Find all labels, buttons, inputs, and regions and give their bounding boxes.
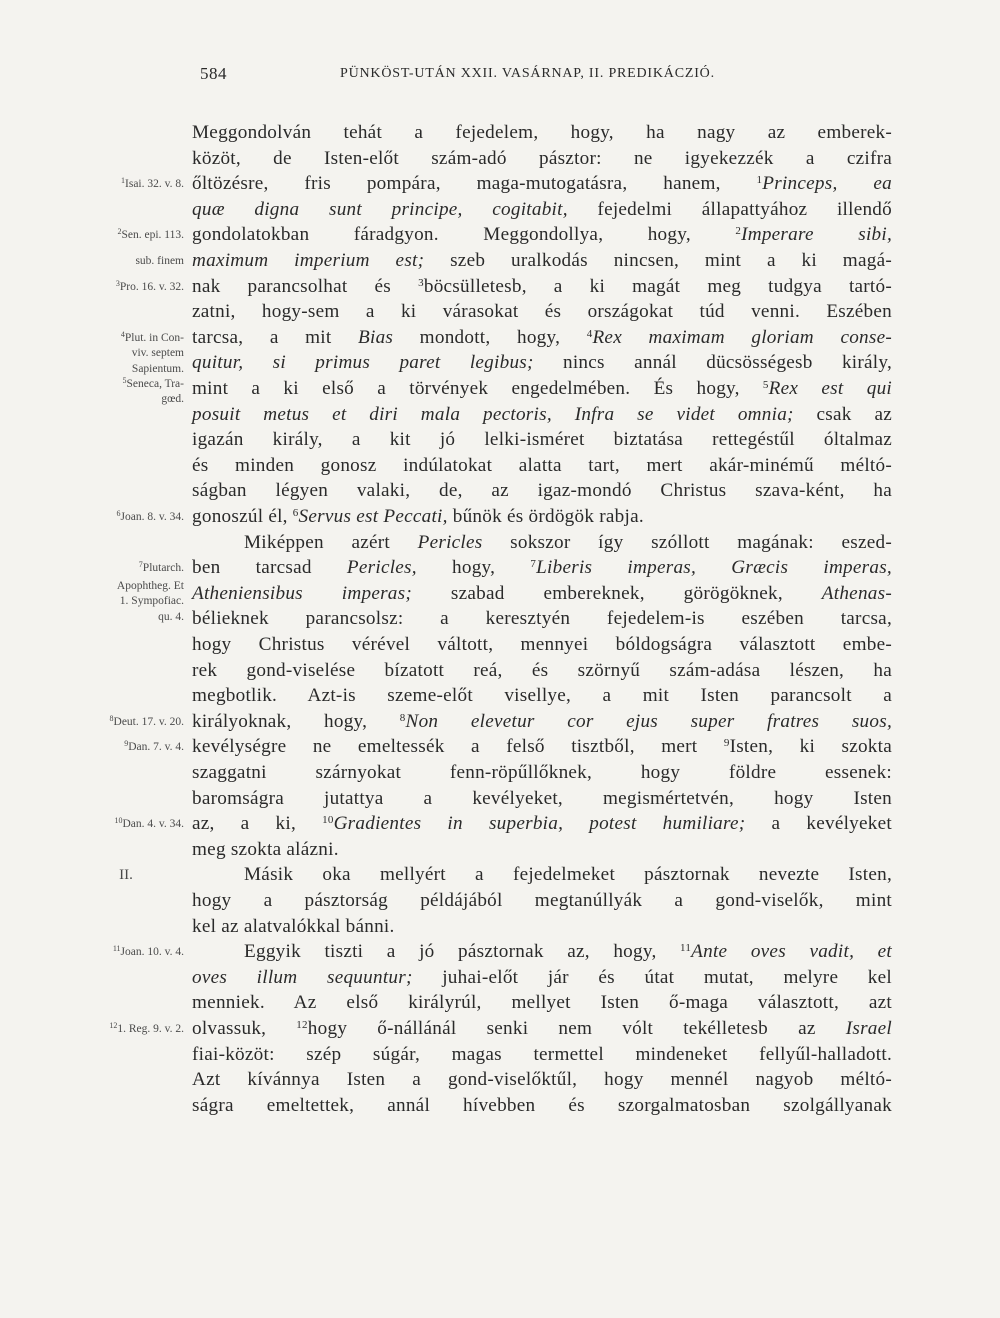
margin-reference bbox=[84, 713, 184, 729]
text-run: kevélységre ne emeltessék a felső tisztből, mert bbox=[192, 736, 724, 758]
text-line bbox=[192, 453, 892, 479]
text-run: rek gond-viselése bízatott reá, és szörnyű szám-adása lészen, ha bbox=[192, 659, 892, 681]
text-run: Azt kívánnya Isten a gond-viselőktűl, hogy mennél nagyob méltó- bbox=[192, 1069, 892, 1091]
text-run: Joan. 8. v. 34. bbox=[120, 511, 184, 523]
text-run: és minden gonosz indúlatokat alatta tart, mert akár-minémű méltó- bbox=[192, 454, 892, 476]
text-run: nincs annál dücsösségesb király, bbox=[533, 352, 893, 374]
latin-quote: Gradientes in superbia, potest humiliare; bbox=[333, 813, 746, 835]
text-run: szabad embereknek, görögöknek, bbox=[412, 582, 822, 604]
text-run: megbotlik. Azt-is szeme-előt visellye, a mit Isten parancsolt a bbox=[192, 685, 892, 707]
margin-reference bbox=[84, 611, 184, 624]
text-run: fejedelmi állapattyához illendő bbox=[567, 198, 892, 220]
text-run: mint a ki első a törvények engedelmében. És hogy, bbox=[192, 378, 763, 399]
footnote-marker: 10 bbox=[114, 816, 123, 826]
footnote-marker: 2 bbox=[735, 225, 742, 238]
footnote-marker: 11 bbox=[112, 944, 121, 954]
text-line bbox=[192, 274, 892, 300]
text-line bbox=[192, 402, 892, 428]
footnote-marker: 7 bbox=[138, 560, 143, 570]
text-run: Plut. in Con- bbox=[124, 331, 184, 344]
footnote-marker: 9 bbox=[124, 739, 129, 749]
footnote-marker: 3 bbox=[115, 278, 120, 288]
footnote-marker: 9 bbox=[723, 737, 730, 750]
text-run: viv. septem bbox=[131, 347, 184, 360]
text-line bbox=[192, 555, 892, 581]
text-line bbox=[192, 709, 892, 735]
running-title: PÜNKÖST-UTÁN XXII. VASÁRNAP, II. PREDIKÁCZIÓ. bbox=[340, 66, 715, 81]
text-line bbox=[192, 350, 892, 376]
latin-quote: Princeps, ea bbox=[762, 173, 892, 195]
text-run: Apophtheg. Et bbox=[116, 580, 184, 593]
latin-quote: Liberis imperas, Græcis imperas, bbox=[536, 557, 892, 579]
footnote-marker: 4 bbox=[120, 329, 125, 339]
text-run: Plutarch. bbox=[142, 562, 184, 575]
text-run: bélieknek parancsolsz: a keresztyén fejedelem-is eszében tarcsa, bbox=[192, 608, 892, 630]
text-run: királyoknak, hogy, bbox=[192, 710, 400, 732]
margin-reference bbox=[84, 329, 184, 345]
footnote-marker: 3 bbox=[418, 276, 424, 289]
text-run: gondolatokban fáradgyon. Meggondollya, hogy, bbox=[192, 224, 736, 246]
text-line bbox=[192, 734, 892, 760]
text-line bbox=[192, 683, 892, 709]
text-line bbox=[192, 478, 892, 504]
text-run: tarcsa, a mit bbox=[192, 326, 359, 348]
text-run: gœd. bbox=[161, 393, 184, 406]
margin-reference bbox=[84, 946, 184, 959]
text-run: 1. Reg. 9. v. 2. bbox=[117, 1023, 184, 1035]
footnote-marker: 8 bbox=[399, 711, 406, 724]
text-line bbox=[192, 504, 892, 530]
text-run: olvassuk, bbox=[192, 1018, 297, 1039]
text-run: Meggondolván tehát a fejedelem, hogy, ha nagy az emberek- bbox=[192, 122, 892, 143]
footnote-marker: 6 bbox=[292, 507, 299, 519]
text-run: gonoszúl él, bbox=[192, 506, 293, 527]
text-line bbox=[192, 171, 892, 197]
text-run: bűnök és ördögök rabja. bbox=[447, 506, 644, 527]
text-run: őltözésre, fris pompára, maga-mutogatásra, hanem, bbox=[192, 173, 757, 195]
text-line bbox=[192, 914, 892, 940]
margin-reference bbox=[96, 869, 156, 882]
text-run: Másik oka mellyért a fejedelmeket pásztornak nevezte Isten, bbox=[244, 864, 892, 886]
margin-reference bbox=[84, 363, 184, 376]
running-header bbox=[200, 64, 890, 88]
text-run: böcsülletesb, a ki magát meg tudgya tartó- bbox=[423, 275, 892, 297]
text-run: Miképpen azért bbox=[244, 531, 418, 553]
latin-quote: Bias bbox=[358, 326, 394, 348]
text-line bbox=[192, 658, 892, 684]
text-run: ságban légyen valaki, de, az igaz-mondó Christus szava-ként, ha bbox=[192, 480, 892, 502]
text-line bbox=[192, 299, 892, 325]
text-line bbox=[192, 427, 892, 453]
text-run: nak parancsolhat és bbox=[192, 275, 419, 297]
text-run: mondott, hogy, bbox=[393, 326, 587, 348]
footnote-marker: 10 bbox=[322, 814, 334, 827]
text-line bbox=[192, 786, 892, 812]
text-run: csak az bbox=[793, 403, 892, 425]
text-run: szaggatni szárnyokat fenn-röpűllőknek, hogy földre essenek: bbox=[192, 762, 892, 783]
margin-reference bbox=[84, 278, 184, 294]
text-line bbox=[192, 530, 892, 556]
footnote-marker: 12 bbox=[296, 1019, 308, 1031]
latin-quote: quitur, si primus paret legibus; bbox=[192, 352, 534, 374]
text-line bbox=[192, 222, 892, 248]
text-line bbox=[192, 197, 892, 223]
text-line bbox=[192, 811, 892, 837]
footnote-marker: 1 bbox=[756, 174, 763, 187]
latin-quote: Rex maximam gloriam conse- bbox=[592, 326, 893, 348]
page-number: 584 bbox=[200, 64, 227, 83]
latin-quote: Athenas- bbox=[821, 582, 892, 604]
footnote-marker: 2 bbox=[117, 227, 122, 237]
text-line bbox=[192, 581, 892, 607]
text-run: fiai-közöt: szép súgár, magas termettel mindeneket fellyűl-halladott. bbox=[192, 1043, 892, 1065]
text-line bbox=[192, 325, 892, 351]
footnote-marker: 5 bbox=[122, 375, 127, 385]
margin-reference bbox=[84, 393, 184, 406]
text-run: Deut. 17. v. 20. bbox=[113, 715, 184, 728]
margin-reference bbox=[84, 178, 184, 191]
text-run: ságra emeltettek, annál hívebben és szorgalmatosban szolgállyanak bbox=[192, 1094, 892, 1116]
text-line bbox=[192, 248, 892, 274]
text-run: kel az alatvalókkal bánni. bbox=[192, 915, 395, 937]
latin-quote: Israel bbox=[845, 1018, 892, 1039]
text-run: Sapientum. bbox=[131, 362, 184, 375]
footnote-marker: 6 bbox=[116, 509, 121, 518]
text-line bbox=[192, 120, 892, 146]
footnote-marker: 12 bbox=[109, 1021, 118, 1030]
text-run: ben tarcsad bbox=[192, 557, 347, 579]
latin-quote: maximum imperium est; bbox=[192, 250, 425, 271]
latin-quote: Servus est Peccati, bbox=[298, 506, 448, 527]
margin-reference bbox=[84, 818, 184, 831]
margin-reference bbox=[84, 595, 184, 608]
text-run: közöt, de Isten-előt szám-adó pásztor: ne igyekezzék a czifra bbox=[192, 147, 892, 169]
margin-reference bbox=[84, 347, 184, 360]
latin-quote: Pericles, bbox=[346, 557, 417, 579]
footnote-marker: 11 bbox=[680, 942, 692, 955]
latin-quote: Pericles bbox=[417, 531, 483, 553]
text-run: Isai. 32. v. 8. bbox=[125, 178, 184, 191]
text-line bbox=[192, 606, 892, 632]
text-run: Joan. 10. v. 4. bbox=[120, 946, 184, 959]
text-line bbox=[192, 837, 892, 863]
text-line bbox=[192, 760, 892, 786]
text-run: a kevélyeket bbox=[745, 813, 892, 835]
text-run: hogy a pásztorság példájából megtanúllyák a gond-viselők, mint bbox=[192, 890, 892, 911]
text-line bbox=[192, 376, 892, 402]
margin-reference bbox=[84, 580, 184, 593]
text-run: Dan. 4. v. 34. bbox=[122, 818, 184, 831]
text-run: 1. Sympofiac. bbox=[119, 595, 184, 608]
latin-quote: Ante oves vadit, et bbox=[691, 941, 892, 963]
footnote-marker: 7 bbox=[530, 558, 537, 571]
text-run: qu. 4. bbox=[158, 610, 184, 623]
latin-quote: Atheniensibus imperas; bbox=[192, 582, 413, 604]
margin-reference bbox=[84, 375, 184, 391]
latin-quote: oves illum sequuntur; bbox=[192, 966, 413, 988]
text-line bbox=[192, 965, 892, 991]
margin-reference bbox=[84, 255, 184, 268]
text-line bbox=[192, 990, 892, 1016]
text-run: hogy Christus vérével váltott, mennyei bóldogságra választott embe- bbox=[192, 634, 892, 655]
text-run: Sen. epi. 113. bbox=[121, 229, 184, 242]
text-run: igazán király, a kit jó lelki-isméret biztatása rettegéstűl óltalmaz bbox=[192, 429, 892, 451]
text-line bbox=[192, 1042, 892, 1068]
text-run: zatni, hogy-sem a ki várasokat és országokat túd venni. Eszében bbox=[192, 301, 892, 323]
text-line bbox=[192, 146, 892, 172]
footnote-marker: 1 bbox=[121, 176, 126, 186]
latin-quote: quæ digna sunt principe, cogitabit, bbox=[192, 198, 568, 220]
latin-quote: Imperare sibi, bbox=[741, 224, 892, 246]
footnote-marker: 4 bbox=[586, 327, 593, 340]
text-run: juhai-előt jár és útat mutat, melyre kel bbox=[412, 966, 892, 988]
text-line bbox=[192, 939, 892, 965]
latin-quote: Non elevetur cor ejus super fratres suos, bbox=[405, 710, 893, 732]
text-run: II. bbox=[119, 867, 133, 884]
margin-reference bbox=[84, 562, 184, 575]
text-run: Pro. 16. v. 32. bbox=[119, 280, 184, 293]
text-run: sub. finem bbox=[135, 255, 184, 267]
text-run: hogy ő-nállánál senki nem vólt tekélletesb az bbox=[307, 1018, 846, 1039]
text-run: az, a ki, bbox=[192, 813, 323, 835]
footnote-marker: 5 bbox=[762, 379, 769, 391]
text-line bbox=[192, 1016, 892, 1042]
footnote-marker: 8 bbox=[109, 713, 114, 723]
text-run: baromságra jutattya a kevélyeket, megismértetvén, hogy Isten bbox=[192, 787, 892, 809]
margin-reference bbox=[84, 229, 184, 242]
latin-quote: Rex est qui bbox=[768, 378, 892, 399]
text-line bbox=[192, 888, 892, 914]
margin-reference bbox=[84, 741, 184, 754]
latin-quote: posuit metus et diri mala pectoris, Infra se videt omnia; bbox=[192, 403, 794, 425]
text-run: hogy, bbox=[416, 557, 531, 579]
text-run: meg szokta alázni. bbox=[192, 838, 339, 860]
text-line bbox=[192, 862, 892, 888]
text-line bbox=[192, 1067, 892, 1093]
text-line bbox=[192, 632, 892, 658]
text-run: Dan. 7. v. 4. bbox=[128, 741, 184, 754]
text-run: Isten, ki szokta bbox=[729, 736, 892, 758]
text-run: szeb uralkodás nincsen, mint a ki magá- bbox=[424, 250, 892, 271]
text-run: menniek. Az első királyrúl, mellyet Isten ő-maga választott, azt bbox=[192, 992, 892, 1014]
margin-reference bbox=[84, 1023, 184, 1036]
text-run: Eggyik tiszti a jó pásztornak az, hogy, bbox=[244, 941, 681, 963]
text-run: Seneca, Tra- bbox=[126, 377, 184, 390]
margin-reference bbox=[84, 511, 184, 524]
text-run: sokszor így szóllott magának: eszed- bbox=[482, 531, 892, 553]
text-line bbox=[192, 1093, 892, 1119]
